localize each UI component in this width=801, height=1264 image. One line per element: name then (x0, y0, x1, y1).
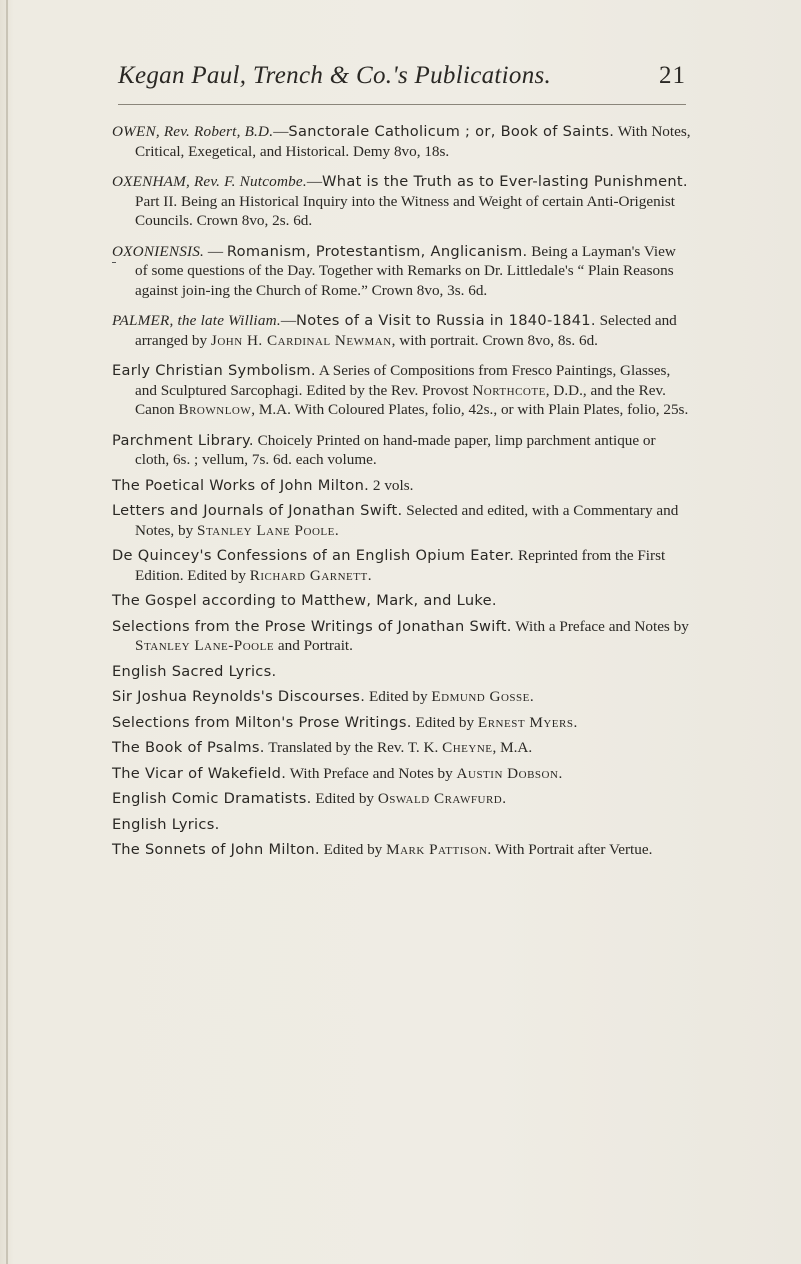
entry-details: With a Preface and Notes by (511, 617, 689, 635)
entry-details-tail: . (558, 764, 563, 782)
list-item (112, 840, 692, 860)
list-item (112, 687, 692, 707)
entry-details: A Series of Compositions from Fresco Paintings, Glasses, and Sculptured Sarcophagi. Edited by the Rev. Provost (135, 362, 671, 399)
entry-separator: — (280, 312, 296, 329)
entry-separator: — (204, 242, 227, 260)
list-item (112, 122, 692, 161)
entry-details: 2 vols. (369, 476, 414, 494)
entry-title: Sir Joshua Reynolds's Discourses. (112, 688, 366, 705)
entry-details: Translated by the Rev. T. K. (264, 739, 443, 756)
list-item (112, 431, 692, 470)
list-item (112, 172, 692, 231)
entry-details-tail: , M.A. (492, 739, 533, 756)
list-item (112, 789, 692, 809)
entry-title: English Lyrics. (112, 815, 220, 833)
entry-editor: John H. Cardinal Newman (210, 331, 392, 349)
list-item (112, 815, 692, 835)
entry-details: With Preface and Notes by (286, 764, 457, 782)
entry-details-tail: . (502, 790, 507, 807)
entry-title: Selections from Milton's Prose Writings. (112, 713, 412, 731)
entry-details: Reprinted from the First Edition. Edited by (135, 547, 666, 584)
entry-editor: Stanley Lane-Poole (135, 637, 275, 654)
entry-details-tail: . (334, 521, 339, 539)
entry-editor: Mark Pattison (386, 841, 488, 858)
header-rule (118, 104, 686, 105)
entry-editor-second: Brownlow (178, 401, 252, 418)
entry-editor: Northcote (472, 381, 546, 399)
entry-editor: Cheyne (442, 739, 493, 756)
entry-title: English Comic Dramatists. (112, 790, 312, 807)
entry-details-tail: , M.A. With Coloured Plates, folio, 42s., or with Plain Plates, folio, 25s. (251, 401, 689, 418)
entry-details-tail: and Portrait. (274, 637, 353, 654)
entry-editor: Oswald Crawfurd (377, 790, 503, 807)
list-item (112, 361, 692, 420)
running-title: Kegan Paul, Trench & Co.'s Publications. (118, 62, 552, 89)
entry-title: The Gospel according to Matthew, Mark, and Luke. (112, 592, 497, 609)
entry-details: Edited by (319, 841, 387, 858)
entry-details-tail: . (529, 688, 534, 705)
entry-author: OXONIENSIS. (112, 242, 205, 260)
entry-title: The Vicar of Wakefield. (112, 764, 287, 782)
entry-title: Letters and Journals of Jonathan Swift. (112, 502, 403, 519)
entry-title: English Sacred Lyrics. (112, 662, 277, 680)
entry-details: Choicely Printed on hand-made paper, limp parchment antique or cloth, 6s. ; vellum, 7s. 6d. each volume. (135, 431, 656, 468)
entry-title: Selections from the Prose Writings of Jonathan Swift. (112, 617, 512, 635)
list-item (112, 713, 692, 733)
entry-editor: Richard Garnett (249, 566, 368, 584)
entry-title: Romanism, Protestantism, Anglicanism. (226, 242, 528, 260)
entry-title: What is the Truth as to Ever-lasting Punishment. (322, 173, 688, 190)
entry-details: With Notes, Critical, Exegetical, and Historical. Demy 8vo, 18s. (135, 123, 691, 160)
entry-details-tail: . With Portrait after Vertue. (487, 841, 653, 858)
page-spine-shadow (6, 0, 8, 1264)
page-number: 21 (659, 62, 686, 89)
entry-title: The Poetical Works of John Milton. (112, 476, 370, 494)
list-item (112, 764, 692, 784)
list-item (112, 311, 692, 350)
list-item (112, 591, 692, 611)
entry-separator: — (306, 173, 323, 190)
entry-title: The Sonnets of John Milton. (112, 841, 320, 858)
entry-title: Notes of a Visit to Russia in 1840-1841. (296, 312, 596, 329)
entry-title: Early Christian Symbolism. (112, 362, 316, 379)
entry-author: PALMER, the late William. (112, 312, 281, 329)
entry-editor: Ernest Myers (477, 713, 574, 731)
entry-details-mid: , D.D., and the Rev. Canon (135, 381, 666, 418)
entry-author: OWEN, Rev. Robert, B.D. (112, 123, 274, 140)
entry-title: Parchment Library. (112, 431, 254, 449)
list-item (112, 662, 692, 682)
entry-title: De Quincey's Confessions of an English Opium Eater. (112, 547, 515, 564)
list-item (112, 476, 692, 496)
entry-details-tail: . (573, 713, 578, 731)
list-item (112, 617, 692, 656)
entry-separator: — (273, 123, 289, 140)
entry-editor: Austin Dobson (456, 764, 559, 782)
entry-details-tail: . (367, 566, 372, 584)
page-header (118, 62, 686, 106)
entry-details-tail: , with portrait. Crown 8vo, 8s. 6d. (391, 331, 598, 349)
entry-details: Selected and edited, with a Commentary and Notes, by (135, 502, 679, 539)
entry-details: Edited by (411, 713, 478, 731)
entry-editor: Stanley Lane Poole (197, 521, 335, 539)
list-item (112, 242, 692, 301)
entry-details: Being a Layman's View of some questions of the Day. Together with Remarks on Dr. Littledale's “ Plain Reasons against join-ing the Church of Rome.” Crown 8vo, 3s. 6d. (135, 242, 676, 299)
entry-author: OXENHAM, Rev. F. Nutcombe. (112, 173, 307, 190)
entry-details: Edited by (365, 688, 432, 705)
list-item (112, 738, 692, 758)
entry-details: Part II. Being an Historical Inquiry into the Witness and Weight of certain Anti-Origenist Councils. Crown 8vo, 2s. 6d. (135, 192, 676, 229)
entry-details: Edited by (311, 790, 378, 807)
entry-title: The Book of Psalms. (112, 739, 265, 756)
publication-list (112, 122, 692, 866)
list-item (112, 546, 692, 585)
list-item (112, 501, 692, 540)
entry-title: Sanctorale Catholicum ; or, Book of Saints. (288, 123, 615, 140)
entry-editor: Edmund Gosse (431, 688, 530, 705)
entry-details: Selected and arranged by (135, 312, 677, 349)
